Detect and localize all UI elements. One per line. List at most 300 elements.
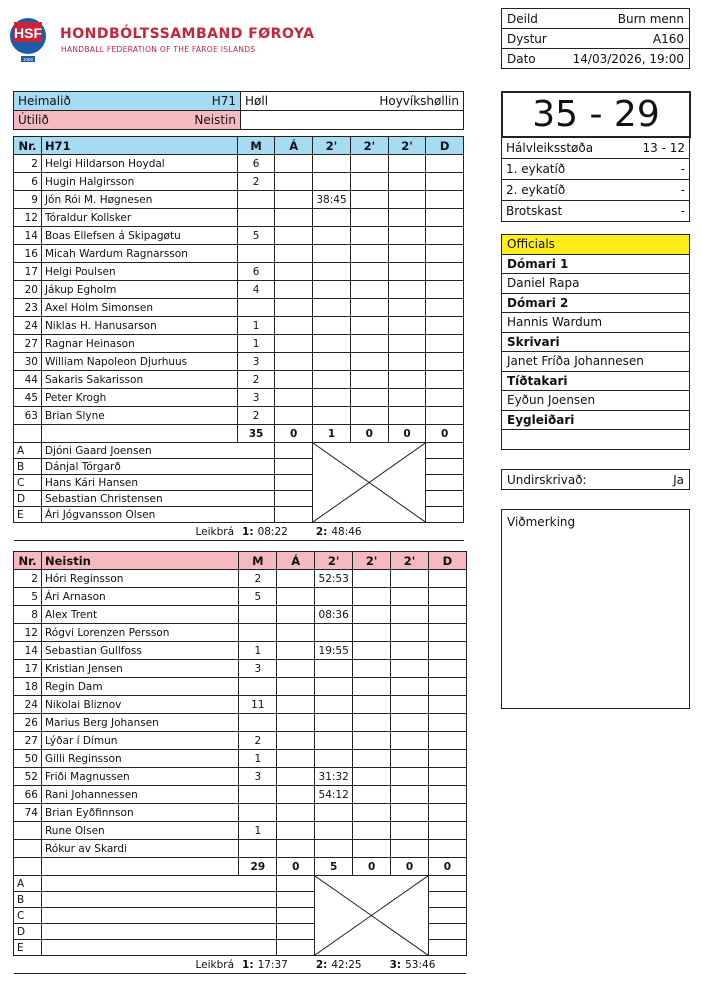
player-stat-s3 [388, 191, 426, 209]
totals-row [14, 425, 464, 443]
player-row [14, 371, 464, 389]
player-number: 12 [14, 624, 42, 642]
player-stat-s2 [353, 696, 391, 714]
team-official-row [14, 443, 464, 459]
player-stat-s2 [351, 407, 389, 425]
player-row [14, 768, 467, 786]
player-stat-s1 [313, 173, 351, 191]
hall-cell [241, 92, 464, 111]
player-stat-d [428, 732, 466, 750]
total-s1: 1 [313, 425, 351, 443]
team-official-letter: A [14, 876, 42, 892]
player-stat-s3 [388, 173, 426, 191]
player-name: Alex Trent [41, 606, 238, 624]
official-role-row [502, 410, 690, 430]
player-row [14, 606, 467, 624]
player-stat-a [277, 660, 315, 678]
player-stat-s1 [313, 371, 351, 389]
player-stat-s1: 31:32 [315, 768, 353, 786]
player-stat-s3 [391, 696, 429, 714]
official-name-row [502, 430, 690, 450]
team-official-name: Hans Kári Hansen [41, 475, 274, 491]
official-role-row [502, 332, 690, 352]
player-number: 8 [14, 606, 42, 624]
total-m: 29 [239, 858, 277, 876]
cross-mark [313, 443, 425, 522]
player-name: Boas Ellefsen á Skipagøtu [41, 227, 237, 245]
player-stat-d [426, 173, 464, 191]
remarks-label: Viðmerking [507, 515, 576, 529]
player-stat-d [428, 606, 466, 624]
player-stat-s3 [391, 660, 429, 678]
player-row [14, 570, 467, 588]
player-stat-s2 [351, 227, 389, 245]
match-info-value: Burn menn [556, 9, 689, 29]
timeouts-label: Leikbrá [195, 958, 235, 971]
player-stat-a [277, 642, 315, 660]
player-name: William Napoleon Djurhuus [41, 353, 237, 371]
player-stat-a [277, 750, 315, 768]
timeout-number: 2: [315, 958, 328, 971]
timeout-time: 48:46 [331, 525, 362, 538]
timeouts-label: Leikbrá [195, 525, 235, 538]
player-stat-s1: 52:53 [315, 570, 353, 588]
player-stat-a [277, 606, 315, 624]
team-official-name [41, 876, 276, 892]
player-name: Kristian Jensen [41, 660, 238, 678]
totals-row [14, 858, 467, 876]
logo-text: HSF [14, 25, 42, 41]
player-number: 30 [14, 353, 42, 371]
player-stat-s3 [388, 263, 426, 281]
player-stat-a [275, 407, 313, 425]
player-name: Rógvi Lorenzen Persson [41, 624, 238, 642]
player-stat-s2 [353, 606, 391, 624]
away-team-cell [14, 111, 241, 130]
player-stat-m: 2 [239, 570, 277, 588]
match-info-label: Deild [502, 9, 557, 29]
totals-blank [14, 425, 42, 443]
signed-label: Undirskrivað: [502, 470, 654, 490]
player-stat-m [239, 678, 277, 696]
player-stat-s2 [351, 263, 389, 281]
player-stat-d [426, 245, 464, 263]
player-name: Brian Eyðfinnson [41, 804, 238, 822]
player-stat-d [426, 263, 464, 281]
player-stat-m [239, 804, 277, 822]
official-role: Tíðtakari [502, 371, 690, 391]
match-info-row [502, 49, 690, 69]
team-official-letter: D [14, 491, 42, 507]
team-official-a [275, 475, 313, 491]
player-stat-s1 [315, 804, 353, 822]
team-official-a [277, 876, 315, 892]
player-stat-s1 [313, 245, 351, 263]
timeout-number: 2: [315, 525, 328, 538]
player-stat-a [275, 227, 313, 245]
player-stat-s1 [315, 588, 353, 606]
player-stat-s1 [315, 660, 353, 678]
totals-blank [41, 858, 238, 876]
player-row [14, 660, 467, 678]
player-stat-s2 [353, 750, 391, 768]
signature-table [501, 469, 690, 490]
team-official-letter: C [14, 475, 42, 491]
player-stat-d [426, 407, 464, 425]
player-stat-d [428, 570, 466, 588]
player-row [14, 281, 464, 299]
score-row [502, 138, 690, 159]
player-stat-s1: 19:55 [315, 642, 353, 660]
team-official-a [275, 443, 313, 459]
player-stat-a [277, 714, 315, 732]
total-s2: 0 [353, 858, 391, 876]
player-stat-d [428, 696, 466, 714]
official-name [502, 430, 690, 450]
player-stat-s1 [315, 750, 353, 768]
player-number: 6 [14, 173, 42, 191]
player-row [14, 407, 464, 425]
team-official-a [277, 892, 315, 908]
official-role: Skrivari [502, 332, 690, 352]
player-stat-s2 [351, 155, 389, 173]
player-stat-d [428, 750, 466, 768]
player-row [14, 263, 464, 281]
player-stat-m: 1 [239, 822, 277, 840]
player-stat-s2 [351, 371, 389, 389]
player-stat-s2 [353, 678, 391, 696]
player-stat-a [277, 840, 315, 858]
player-stat-d [428, 822, 466, 840]
player-stat-s2 [353, 624, 391, 642]
player-stat-m: 1 [237, 335, 275, 353]
player-stat-d [426, 281, 464, 299]
player-stat-m: 3 [239, 768, 277, 786]
team-official-d [428, 924, 466, 940]
player-stat-m [237, 245, 275, 263]
team-official-letter: C [14, 908, 42, 924]
total-a: 0 [275, 425, 313, 443]
player-stat-s1 [315, 714, 353, 732]
score-row-value: - [624, 201, 689, 222]
player-number: 44 [14, 371, 42, 389]
player-stat-d [428, 660, 466, 678]
timeout-number: 1: [242, 958, 254, 971]
player-stat-s3 [388, 281, 426, 299]
score-row [502, 201, 690, 222]
player-stat-d [428, 588, 466, 606]
timeout-time: 17:37 [257, 958, 288, 971]
player-name: Jákup Egholm [41, 281, 237, 299]
player-name: Friði Magnussen [41, 768, 238, 786]
player-stat-s3 [391, 642, 429, 660]
player-row [14, 353, 464, 371]
officials-table [501, 234, 690, 450]
player-stat-m: 2 [237, 173, 275, 191]
player-stat-s2 [353, 804, 391, 822]
col-m: M [239, 552, 277, 570]
player-stat-a [277, 768, 315, 786]
official-name: Janet Fríða Johannesen [502, 352, 690, 372]
player-stat-m: 1 [239, 642, 277, 660]
official-role-row [502, 371, 690, 391]
official-role: Dómari 2 [502, 293, 690, 313]
empty-cell [241, 111, 464, 130]
player-stat-a [277, 732, 315, 750]
match-info-table [501, 8, 690, 69]
player-stat-s2 [353, 570, 391, 588]
team-official-d [428, 908, 466, 924]
player-row [14, 678, 467, 696]
col-2min-1: 2' [315, 552, 353, 570]
home-team-cell [14, 92, 241, 111]
player-row [14, 389, 464, 407]
player-stat-s1: 08:36 [315, 606, 353, 624]
team-official-name: Dánjal Tórgarð [41, 459, 274, 475]
player-stat-s1 [315, 696, 353, 714]
player-stat-d [428, 678, 466, 696]
player-stat-s3 [391, 714, 429, 732]
player-stat-s2 [351, 173, 389, 191]
official-name: Hannis Wardum [502, 313, 690, 333]
player-row [14, 155, 464, 173]
match-info-label: Dato [502, 49, 557, 69]
player-stat-m: 3 [239, 660, 277, 678]
player-stat-s1 [313, 155, 351, 173]
team-official-letter: B [14, 892, 42, 908]
player-stat-s2 [353, 840, 391, 858]
team-official-d [428, 892, 466, 908]
crossed-out-cell [313, 443, 426, 523]
player-number: 18 [14, 678, 42, 696]
player-number: 12 [14, 209, 42, 227]
timeouts-cell [14, 523, 464, 541]
player-stat-s1 [315, 624, 353, 642]
player-stat-s3 [388, 353, 426, 371]
player-stat-s2 [353, 768, 391, 786]
player-stat-d [426, 227, 464, 245]
official-name-row [502, 274, 690, 294]
col-d: D [426, 137, 464, 155]
timeouts-row [14, 523, 464, 541]
score-row-label: 1. eykatíð [502, 159, 625, 180]
player-row [14, 191, 464, 209]
player-stat-s3 [391, 750, 429, 768]
player-stat-s1 [313, 227, 351, 245]
player-number: 23 [14, 299, 42, 317]
federation-logo [8, 12, 48, 64]
player-stat-s3 [388, 245, 426, 263]
player-number: 16 [14, 245, 42, 263]
player-stat-d [426, 389, 464, 407]
player-stat-s2 [353, 588, 391, 606]
player-stat-s2 [353, 642, 391, 660]
player-stat-m: 6 [237, 263, 275, 281]
player-stat-m: 1 [237, 317, 275, 335]
team-official-d [428, 876, 466, 892]
player-name: Nikolai Bliznov [41, 696, 238, 714]
player-stat-d [426, 191, 464, 209]
hall-name: Hoyvíkshøllin [379, 94, 459, 108]
player-name: Lýðar í Dímun [41, 732, 238, 750]
player-row [14, 245, 464, 263]
player-stat-m [237, 191, 275, 209]
player-number: 50 [14, 750, 42, 768]
timeout-time: 08:22 [257, 525, 288, 538]
team-official-letter: E [14, 507, 42, 523]
player-name: Sakaris Sakarisson [41, 371, 237, 389]
player-stat-s3 [388, 317, 426, 335]
player-stat-s2 [353, 732, 391, 750]
official-role-row [502, 254, 690, 274]
player-name: Regin Dam [41, 678, 238, 696]
player-stat-m: 3 [237, 353, 275, 371]
player-number: 17 [14, 263, 42, 281]
player-stat-d [428, 840, 466, 858]
player-row [14, 822, 467, 840]
player-row [14, 624, 467, 642]
timeout-time: 53:46 [405, 958, 436, 971]
player-stat-a [275, 191, 313, 209]
player-stat-d [428, 624, 466, 642]
away-label: Útilið [18, 113, 49, 127]
player-stat-s2 [353, 786, 391, 804]
team-official-name [41, 908, 276, 924]
player-stat-s2 [351, 299, 389, 317]
player-stat-s1 [315, 678, 353, 696]
total-s1: 5 [315, 858, 353, 876]
home-players-table [13, 136, 464, 541]
col-m: M [237, 137, 275, 155]
player-stat-s3 [388, 155, 426, 173]
away-team-name: Neistin [194, 113, 236, 127]
match-info-row [502, 29, 690, 49]
player-name: Ragnar Heinason [41, 335, 237, 353]
officials-header-row [502, 235, 690, 255]
player-name: Rune Olsen [41, 822, 238, 840]
player-number: 9 [14, 191, 42, 209]
player-row [14, 732, 467, 750]
player-row [14, 317, 464, 335]
team-official-name: Ári Jógvansson Olsen [41, 507, 274, 523]
team-official-d [426, 507, 464, 523]
player-stat-s1 [313, 317, 351, 335]
player-stat-s2 [351, 209, 389, 227]
player-stat-s1: 38:45 [313, 191, 351, 209]
player-stat-s2 [353, 714, 391, 732]
player-stat-s1 [313, 263, 351, 281]
player-stat-s2 [351, 317, 389, 335]
player-stat-m: 5 [237, 227, 275, 245]
signed-value: Ja [653, 470, 689, 490]
team-official-letter: B [14, 459, 42, 475]
player-row [14, 209, 464, 227]
timeout-time: 42:25 [331, 958, 362, 971]
player-stat-a [275, 389, 313, 407]
player-stat-m: 3 [237, 389, 275, 407]
player-name: Peter Krogh [41, 389, 237, 407]
player-number: 52 [14, 768, 42, 786]
player-stat-a [277, 588, 315, 606]
player-stat-s1 [313, 335, 351, 353]
player-row [14, 696, 467, 714]
timeouts-cell [14, 956, 467, 974]
cross-mark [315, 876, 428, 955]
player-stat-a [275, 353, 313, 371]
player-stat-s3 [388, 407, 426, 425]
col-nr: Nr. [14, 137, 42, 155]
player-number: 27 [14, 732, 42, 750]
player-stat-m: 4 [237, 281, 275, 299]
official-name-row [502, 352, 690, 372]
player-stat-s2 [351, 335, 389, 353]
player-number: 17 [14, 660, 42, 678]
player-stat-s3 [391, 804, 429, 822]
player-stat-d [426, 335, 464, 353]
player-name: Marius Berg Johansen [41, 714, 238, 732]
player-name: Niklas H. Hanusarson [41, 317, 237, 335]
player-name: Hugin Halgirsson [41, 173, 237, 191]
player-stat-m: 2 [239, 732, 277, 750]
player-stat-d [428, 642, 466, 660]
team-official-name: Sebastian Christensen [41, 491, 274, 507]
player-stat-s3 [388, 299, 426, 317]
player-stat-d [426, 209, 464, 227]
player-stat-a [275, 281, 313, 299]
player-stat-s2 [351, 281, 389, 299]
player-number: 26 [14, 714, 42, 732]
player-stat-s1 [315, 732, 353, 750]
player-stat-d [428, 714, 466, 732]
team-official-name: Djóni Gaard Joensen [41, 443, 274, 459]
player-stat-s1: 54:12 [315, 786, 353, 804]
team-official-row [14, 876, 467, 892]
player-name: Gilli Reginsson [41, 750, 238, 768]
player-stat-s3 [391, 768, 429, 786]
player-name: Hóri Reginsson [41, 570, 238, 588]
total-s3: 0 [391, 858, 429, 876]
player-number: 45 [14, 389, 42, 407]
player-stat-a [275, 299, 313, 317]
player-row [14, 714, 467, 732]
player-number: 2 [14, 570, 42, 588]
player-stat-m: 5 [239, 588, 277, 606]
team-official-d [426, 475, 464, 491]
player-stat-s2 [353, 660, 391, 678]
col-2min-1: 2' [313, 137, 351, 155]
official-role: Dómari 1 [502, 254, 690, 274]
score-row-value: - [624, 159, 689, 180]
player-name: Jón Rói M. Høgnesen [41, 191, 237, 209]
player-number: 14 [14, 227, 42, 245]
away-players-table [13, 551, 467, 974]
score-row-value: 13 - 12 [624, 138, 689, 159]
player-stat-d [428, 768, 466, 786]
player-stat-s1 [313, 353, 351, 371]
player-name: Helgi Hildarson Hoydal [41, 155, 237, 173]
player-stat-a [275, 173, 313, 191]
player-stat-a [275, 209, 313, 227]
player-stat-m [239, 606, 277, 624]
player-stat-s1 [313, 299, 351, 317]
official-name-row [502, 313, 690, 333]
player-stat-m [239, 786, 277, 804]
player-row [14, 335, 464, 353]
total-m: 35 [237, 425, 275, 443]
team-official-a [277, 924, 315, 940]
org-name: HONDBÓLTSSAMBAND FØROYA [60, 26, 315, 42]
player-stat-s3 [391, 606, 429, 624]
